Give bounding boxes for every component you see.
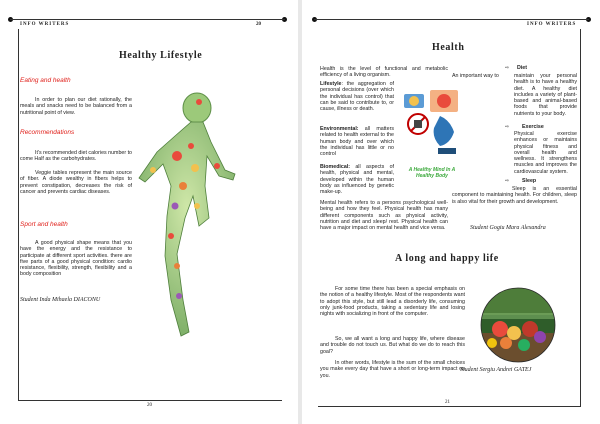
author-signature: Student Inda Mihaela DIACONU	[20, 297, 101, 303]
environmental-text: all matters related to health external to the human body and over which the individual has little or no control	[320, 126, 394, 158]
section-heading: Eating and health	[20, 77, 71, 84]
long-life-title: A long and happy life	[395, 253, 499, 264]
fiber-paragraph: Veggie tables represent the main source of fiber. A diode wealthy in fibers helps to prevent constipation, decreases the risk of cancer and prevents cardiac diseases.	[20, 170, 132, 195]
long-life-paragraph: For some time there has been a special emphasis on the notion of a healthy lifestyle. Most of the respondents want to adopt this style, but still lead a disorderly life, consuming only junk-food products, taking a sedentary life and losing nights with socializing in front of the computer.	[320, 286, 465, 318]
header-rule	[10, 19, 285, 20]
page-title: Healthy Lifestyle	[119, 50, 203, 61]
environmental-label: Environmental:	[320, 126, 359, 132]
sleep-label: Sleep	[522, 178, 537, 184]
health-intro: Health is the level of functional and metabolic efficiency of a living organism.	[320, 66, 448, 79]
right-page	[302, 0, 600, 424]
author-signature: Student Gogiu Mara Alexandra	[470, 225, 546, 231]
header-rule	[314, 19, 589, 20]
running-head: INFO WRITERS	[527, 22, 577, 27]
lifestyle-text: : the aggregation of personal decisions (over which the individual has control) that can be said to contribute to, or cause, illness or death.	[320, 81, 394, 113]
sport-paragraph: A good physical shape means that you have the energy and the resistance to participate at different sport activities. there are five parts of a good physical condition: cardio resistance, flexibility, strength, flexibility and a body composition	[20, 240, 132, 278]
biomedical-text: all aspects of health, physical and mental, developed within the human body as influenced by genetic make-up.	[320, 164, 394, 196]
section-heading: Sport and health	[20, 221, 68, 228]
sleep-paragraph: Sleep is an essential component to maintaining health. For children, sleep is also vital for their growth and development.	[452, 186, 577, 205]
diet-label: Diet	[517, 65, 528, 71]
arrow-icon: ⇨	[505, 124, 510, 130]
health-poster	[402, 90, 462, 172]
running-head: INFO WRITERS	[20, 22, 70, 27]
environmental-paragraph	[320, 126, 394, 157]
long-life-paragraph: So, we all want a long and happy life, where disease and trouble do not touch us. But what do we do to reach this goal?	[320, 336, 465, 355]
page-number-top: 20	[256, 22, 261, 27]
left-page	[0, 0, 298, 424]
footer-rule	[18, 400, 282, 401]
lifestyle-paragraph	[320, 81, 394, 112]
diet-paragraph: maintain your personal health is to have a healthy diet. A healthy diet includes a variety of plant-based and animal-based foods that provide nutrients to your body.	[514, 73, 577, 117]
author-signature: Student Sergiu Andrei GATEJ	[460, 367, 532, 373]
important-way-text: An important way to	[452, 73, 499, 79]
long-life-paragraph: In other words, lifestyle is the sum of the small choices you make every day that have a short or long-term impact on you.	[320, 360, 465, 379]
section-heading: Recommendations	[20, 129, 75, 136]
fruit-photo	[478, 287, 558, 363]
lifestyle-label: Lifestyle	[320, 81, 342, 87]
margin-rule	[18, 29, 19, 401]
margin-rule	[580, 29, 581, 407]
biomedical-paragraph	[320, 164, 394, 195]
biomedical-label: Biomedical:	[320, 164, 351, 170]
eating-paragraph: In order to plan our diet rationally, the meals and snacks need to be balanced from a nutritional point of view.	[20, 97, 132, 116]
page-number-bottom: 20	[147, 403, 152, 408]
page-number-bottom: 21	[445, 400, 450, 405]
exercise-label: Exercise	[522, 124, 544, 130]
poster-caption: A Healthy Mind In A Healthy Body	[408, 167, 456, 179]
mental-health-paragraph: Mental health refers to a persons psychological well-being and how they feel. Physical health has many different components such as physical activity, nutrition and diet and sleep/ rest. Physical health can have a major impact on mental health and vice versa.	[320, 200, 448, 232]
arrow-icon: ⇨	[505, 178, 510, 184]
exercise-paragraph: Physical exercise enhances or maintains physical fitness and overall health and wellness. It strengthens muscles and improves the cardiovascular system.	[514, 131, 577, 175]
arrow-icon: ⇨	[505, 65, 510, 71]
recommendations-paragraph: It's recommended diet calories number to come Half as the carbohydrates.	[20, 150, 132, 163]
footer-rule	[318, 406, 580, 407]
figure-illustration	[137, 86, 241, 346]
health-title: Health	[432, 42, 465, 53]
